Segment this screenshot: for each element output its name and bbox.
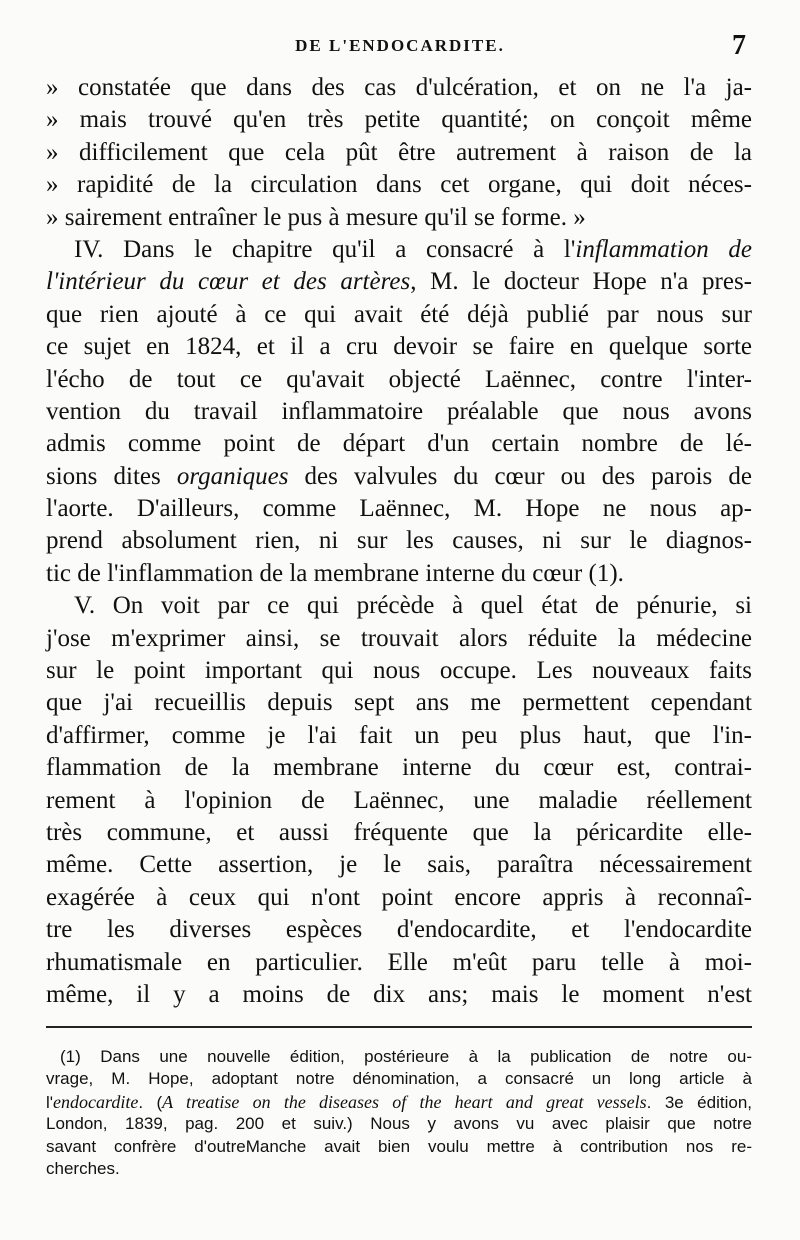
running-title: DE L'ENDOCARDITE. bbox=[295, 36, 505, 55]
italic-text: inflammation de bbox=[575, 235, 753, 263]
text-line: tre les diverses espèces d'endocardite, et l'endocardite bbox=[46, 916, 752, 944]
text-span: sions dites bbox=[46, 462, 177, 490]
text-line bbox=[46, 461, 752, 493]
footnote-line: London, 1839, pag. 200 et suiv.) Nous y avons vu avec plaisir que notre bbox=[46, 1114, 752, 1134]
text-span: IV. Dans le chapitre qu'il a consacré à l' bbox=[74, 235, 576, 263]
text-line: V. On voit par ce qui précède à quel état de pénurie, si bbox=[74, 592, 752, 620]
text-line: rhumatismale en particulier. Elle m'eût paru telle à moi- bbox=[46, 948, 752, 976]
text-line: » constatée que dans des cas d'ulcération, et on ne l'a ja- bbox=[46, 74, 752, 101]
text-line: ce sujet en 1824, et il a cru devoir se faire en quelque sorte bbox=[46, 333, 752, 361]
text-span: . 3e édition, bbox=[646, 1092, 752, 1112]
text-line: l'écho de tout ce qu'avait objecté Laënnec, contre l'inter- bbox=[46, 365, 752, 393]
footnote bbox=[46, 1046, 752, 1180]
text-span: , M. le docteur Hope n'a pres- bbox=[410, 268, 753, 296]
text-line: d'affirmer, comme je l'ai fait un peu plus haut, que l'in- bbox=[46, 721, 752, 749]
text-line: tic de l'inflammation de la membrane interne du cœur (1). bbox=[46, 559, 624, 587]
main-text bbox=[46, 72, 752, 1011]
text-line: » rapidité de la circulation dans cet organe, qui doit néces- bbox=[46, 171, 752, 199]
footnote-line bbox=[46, 1091, 752, 1113]
footnote-line: (1) Dans une nouvelle édition, postérieure à la publication de notre ou- bbox=[60, 1047, 752, 1066]
text-line: exagérée à ceux qui n'ont point encore appris à reconnaî- bbox=[46, 883, 752, 911]
text-span: l' bbox=[46, 1092, 54, 1112]
text-line: admis comme point de départ d'un certain nombre de lé- bbox=[46, 430, 752, 458]
text-span: . ( bbox=[138, 1092, 163, 1112]
text-span: des valvules du cœur ou des parois de bbox=[288, 462, 752, 490]
italic-text: endocardite bbox=[53, 1091, 139, 1112]
text-line: j'ose m'exprimer ainsi, se trouvait alors réduite la médecine bbox=[46, 624, 752, 652]
footnote-line: savant confrère d'outreManche avait bien voulu mettre à contribution nos re- bbox=[46, 1136, 752, 1156]
footnote-line: cherches. bbox=[46, 1158, 120, 1178]
text-line: vention du travail inflammatoire préalable que nous avons bbox=[46, 397, 752, 425]
text-line: flammation de la membrane interne du cœur est, contrai- bbox=[46, 754, 752, 782]
text-line: même, il y a moins de dix ans; mais le moment n'est bbox=[46, 980, 752, 1008]
text-line bbox=[46, 266, 752, 298]
italic-text: organiques bbox=[176, 462, 289, 490]
text-line: rement à l'opinion de Laënnec, une maladie réellement bbox=[46, 786, 752, 814]
text-line: » mais trouvé qu'en très petite quantité; on conçoit même bbox=[46, 106, 752, 134]
text-line: très commune, et aussi fréquente que la péricardite elle- bbox=[46, 818, 752, 846]
text-line: » sairement entraîner le pus à mesure qu'il se forme. » bbox=[46, 203, 586, 231]
footnote-line: vrage, M. Hope, adoptant notre dénomination, a consacré un long article à bbox=[46, 1069, 752, 1089]
italic-text: A treatise on the diseases of the heart and great vessels bbox=[162, 1091, 647, 1112]
text-line: l'aorte. D'ailleurs, comme Laënnec, M. Hope ne nous ap- bbox=[46, 495, 752, 523]
text-line: sur le point important qui nous occupe. Les nouveaux faits bbox=[46, 657, 752, 685]
text-line: même. Cette assertion, je le sais, paraîtra nécessairement bbox=[46, 851, 752, 879]
footnote-divider bbox=[46, 1026, 752, 1028]
italic-text: l'intérieur du cœur et des artères bbox=[46, 268, 411, 296]
page-number: 7 bbox=[732, 30, 746, 61]
page-header bbox=[0, 30, 800, 64]
text-line: » difficilement que cela pût être autrement à raison de la bbox=[46, 138, 752, 166]
text-line: que rien ajouté à ce qui avait été déjà publié par nous sur bbox=[46, 300, 752, 328]
text-line bbox=[46, 234, 752, 266]
text-line: que j'ai recueillis depuis sept ans me permettent cependant bbox=[46, 689, 752, 717]
text-line: prend absolument rien, ni sur les causes, ni sur le diagnos- bbox=[46, 527, 752, 555]
